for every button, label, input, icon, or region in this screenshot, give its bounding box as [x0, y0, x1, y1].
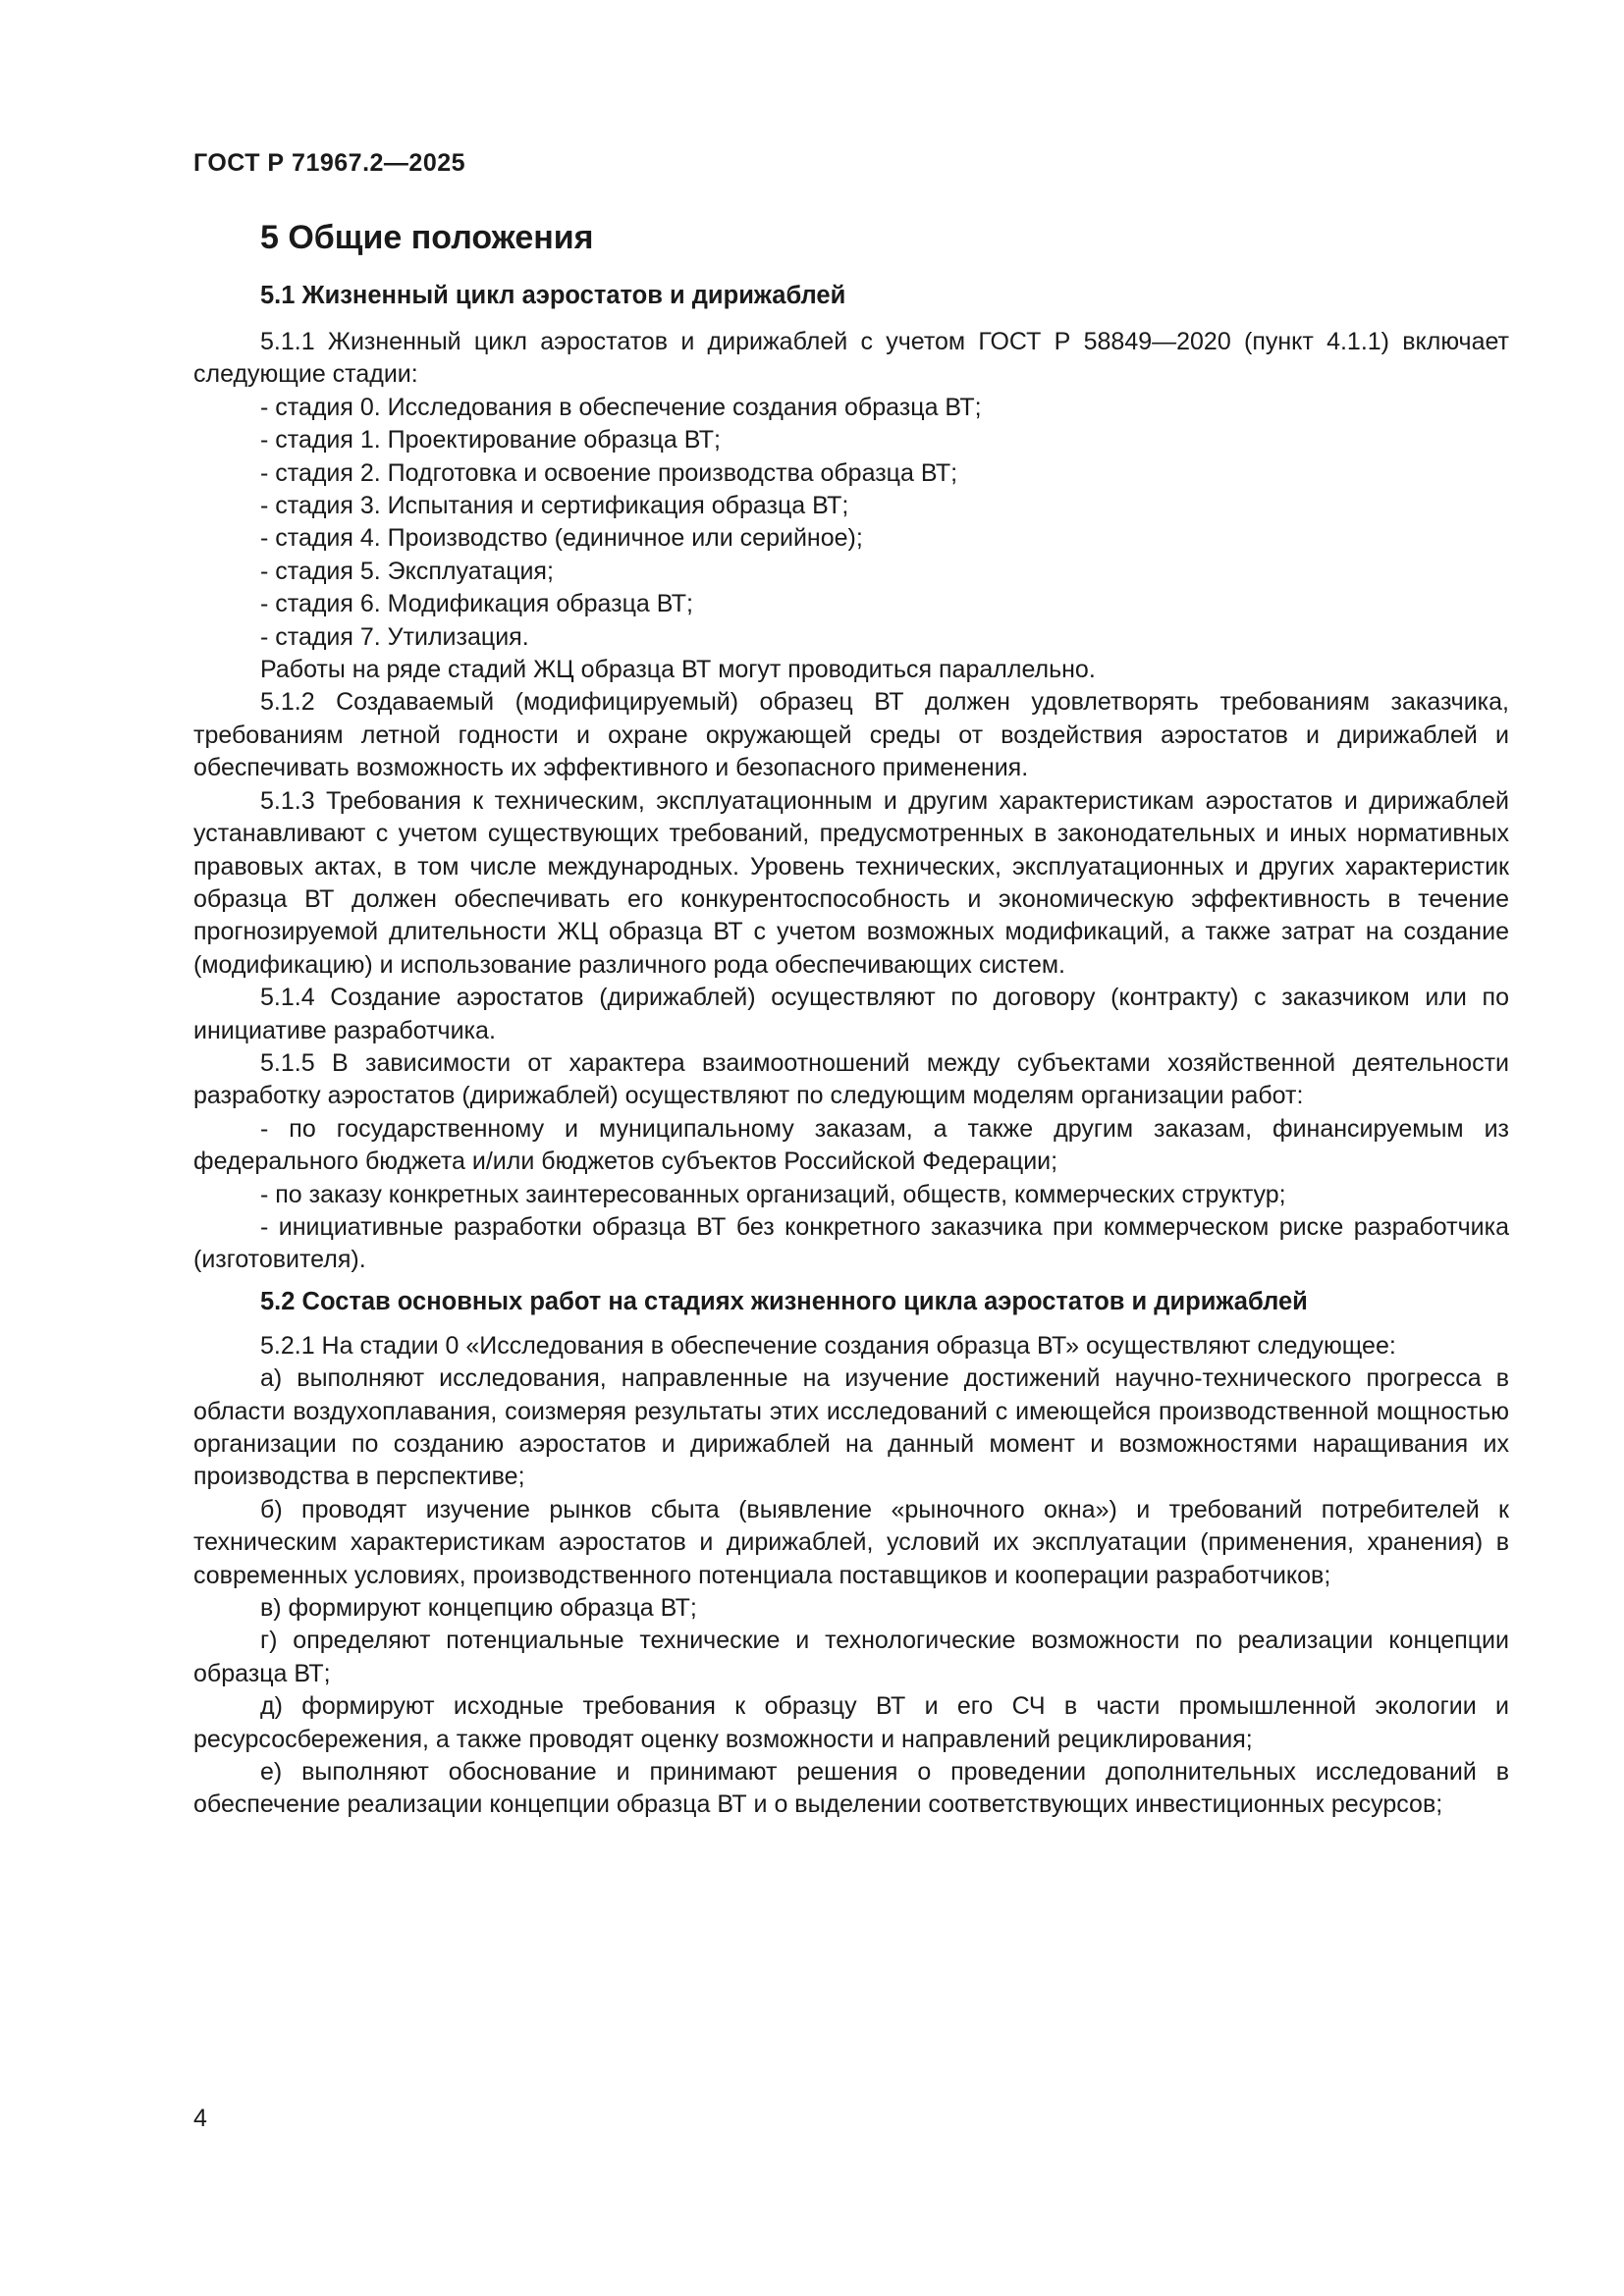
subsection-title-5-2: 5.2 Состав основных работ на стадиях жизненного цикла аэростатов и дирижаблей: [260, 1287, 1308, 1315]
paragraph-5-1-2: 5.1.2 Создаваемый (модифицируемый) образец ВТ должен удовлетворять требованиям заказчика, требованиям летной годности и охране окружающей среды от воздействия аэростатов и дирижаблей и обеспечивать возможность их эффективного и безопасного применения.: [193, 688, 1509, 782]
section-title: 5 Общие положения: [260, 219, 594, 256]
list-item: в) формируют концепцию образца ВТ;: [260, 1594, 697, 1623]
subsection-title-5-1: 5.1 Жизненный цикл аэростатов и дирижаблей: [260, 282, 846, 309]
list-item: - стадия 2. Подготовка и освоение производства образца ВТ;: [260, 458, 958, 487]
paragraph-5-1-4: 5.1.4 Создание аэростатов (дирижаблей) осуществляют по договору (контракту) с заказчиком или по инициативе разработчика.: [193, 984, 1509, 1044]
list-item: д) формируют исходные требования к образцу ВТ и его СЧ в части промышленной экологии и ресурсосбережения, а также проводят оценку возможности и направлений рециклирования;: [193, 1692, 1509, 1753]
list-item: - инициативные разработки образца ВТ без конкретного заказчика при коммерческом риске разработчика (изготовителя).: [193, 1212, 1509, 1274]
list-item: е) выполняют обоснование и принимают решения о проведении дополнительных исследований в обеспечение реализации концепции образца ВТ и о выделении соответствующих инвестиционных ресурсов;: [193, 1758, 1509, 1819]
list-item: - стадия 1. Проектирование образца ВТ;: [260, 426, 721, 454]
list-item: б) проводят изучение рынков сбыта (выявление «рыночного окна») и требований потребителей к техническим характеристикам аэростатов и дирижаблей, условий их эксплуатации (применения, хранения) в современных условиях, производственного потенциала поставщиков и кооперации разработчиков;: [193, 1495, 1509, 1589]
list-item: - стадия 0. Исследования в обеспечение создания образца ВТ;: [260, 393, 982, 421]
document-body: [193, 216, 1509, 1822]
list-item: - по государственному и муниципальному заказам, а также другим заказам, финансируемым из федерального бюджета и/или бюджетов субъектов Российской Федерации;: [193, 1114, 1509, 1176]
work-items-list: [193, 1362, 1509, 1822]
paragraph-5-1-3: 5.1.3 Требования к техническим, эксплуатационным и другим характеристикам аэростатов и дирижаблей устанавливают с учетом существующих требований, предусмотренных в законодательных и иных нормативных правовых актах, в том числе международных. Уровень технических, эксплуатационных и других характеристик образца ВТ должен обеспечивать его конкурентоспособность и экономическую эффективность в течение прогнозируемой длительности ЖЦ образца ВТ с учетом возможных модификаций, а также затрат на создание (модификацию) и использование различного рода обеспечивающих систем.: [193, 786, 1509, 979]
paragraph-5-1-1: 5.1.1 Жизненный цикл аэростатов и дирижаблей с учетом ГОСТ Р 58849—2020 (пункт 4.1.1) включает следующие стадии:: [193, 328, 1509, 389]
stages-list: [193, 392, 1509, 654]
list-item: - стадия 5. Эксплуатация;: [260, 557, 554, 585]
list-item: а) выполняют исследования, направленные на изучение достижений научно-технического прогресса в области воздухоплавания, соизмеряя результаты этих исследований с имеющейся производственной мощностью организации по созданию аэростатов и дирижаблей на данный момент и возможностями наращивания их производства в перспективе;: [193, 1364, 1509, 1491]
paragraph-parallel: Работы на ряде стадий ЖЦ образца ВТ могут проводиться параллельно.: [260, 656, 1096, 684]
models-list: [193, 1113, 1509, 1277]
standard-designation: ГОСТ Р 71967.2—2025: [193, 149, 466, 177]
list-item: - стадия 7. Утилизация.: [260, 622, 529, 651]
paragraph-5-1-5: 5.1.5 В зависимости от характера взаимоотношений между субъектами хозяйственной деятельности разработку аэростатов (дирижаблей) осуществляют по следующим моделям организации работ:: [193, 1048, 1509, 1110]
list-item: - по заказу конкретных заинтересованных организаций, обществ, коммерческих структур;: [260, 1180, 1286, 1208]
list-item: - стадия 6. Модификация образца ВТ;: [260, 590, 693, 618]
list-item: - стадия 4. Производство (единичное или серийное);: [260, 524, 863, 553]
list-item: - стадия 3. Испытания и сертификация образца ВТ;: [260, 492, 849, 520]
page-number: 4: [193, 2105, 207, 2132]
paragraph-5-2-1: 5.2.1 На стадии 0 «Исследования в обеспечение создания образца ВТ» осуществляют следующее:: [260, 1331, 1396, 1360]
list-item: г) определяют потенциальные технические и технологические возможности по реализации концепции образца ВТ;: [193, 1627, 1509, 1687]
